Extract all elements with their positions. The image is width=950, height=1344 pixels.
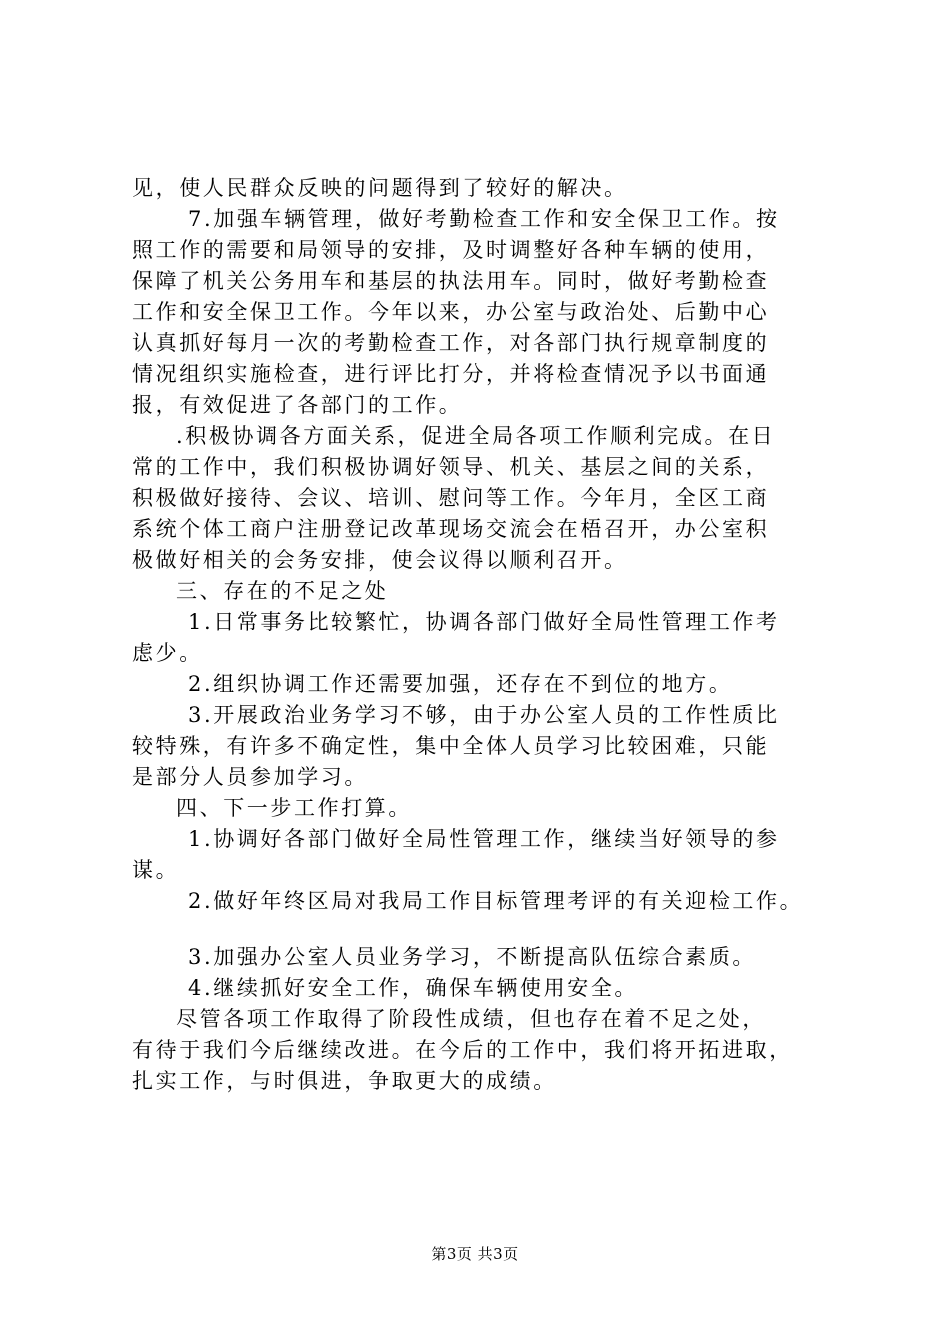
text-line: 系统个体工商户注册登记改革现场交流会在梧召开，办公室积: [132, 517, 770, 541]
text-line: 2.做好年终区局对我局工作目标管理考评的有关迎检工作。: [188, 889, 804, 913]
text-line: 尽管各项工作取得了阶段性成绩，但也存在着不足之处，: [176, 1007, 766, 1031]
text-line: 报，有效促进了各部门的工作。: [132, 393, 463, 417]
text-line: 较特殊，有许多不确定性，集中全体人员学习比较困难，只能: [132, 734, 770, 758]
text-line: 有待于我们今后继续改进。在今后的工作中，我们将开拓进取，: [132, 1038, 793, 1062]
text-line: 扎实工作，与时俱进，争取更大的成绩。: [132, 1069, 557, 1093]
text-line: 1.协调好各部门做好全局性管理工作，继续当好领导的参: [188, 827, 780, 851]
text-line: .积极协调各方面关系，促进全局各项工作顺利完成。在日: [176, 424, 776, 448]
text-line: 是部分人员参加学习。: [132, 765, 368, 789]
section-heading: 四、下一步工作打算。: [176, 796, 412, 820]
text-line: 见，使人民群众反映的问题得到了较好的解决。: [132, 176, 628, 200]
text-line: 3.加强办公室人员业务学习，不断提高队伍综合素质。: [188, 945, 757, 969]
text-line: 7.加强车辆管理，做好考勤检查工作和安全保卫工作。按: [188, 207, 780, 231]
text-line: 情况组织实施检查，进行评比打分，并将检查情况予以书面通: [132, 362, 770, 386]
text-line: 虑少。: [132, 641, 203, 665]
text-line: 照工作的需要和局领导的安排，及时调整好各种车辆的使用，: [132, 238, 770, 262]
page-number-footer: 第3页 共3页: [431, 1245, 519, 1263]
section-heading: 三、存在的不足之处: [176, 579, 389, 603]
text-line: 4.继续抓好安全工作，确保车辆使用安全。: [188, 976, 639, 1000]
text-line: 3.开展政治业务学习不够，由于办公室人员的工作性质比: [188, 703, 780, 727]
text-line: 工作和安全保卫工作。今年以来，办公室与政治处、后勤中心: [132, 300, 770, 324]
text-line: 谋。: [132, 858, 180, 882]
text-line: 极做好相关的会务安排，使会议得以顺利召开。: [132, 548, 628, 572]
text-line: 积极做好接待、会议、培训、慰问等工作。今年月，全区工商: [132, 486, 770, 510]
text-line: 常的工作中，我们积极协调好领导、机关、基层之间的关系，: [132, 455, 770, 479]
text-line: 保障了机关公务用车和基层的执法用车。同时，做好考勤检查: [132, 269, 770, 293]
text-line: 1.日常事务比较繁忙，协调各部门做好全局性管理工作考: [188, 610, 780, 634]
text-line: 认真抓好每月一次的考勤检查工作，对各部门执行规章制度的: [132, 331, 770, 355]
text-line: 2.组织协调工作还需要加强，还存在不到位的地方。: [188, 672, 733, 696]
